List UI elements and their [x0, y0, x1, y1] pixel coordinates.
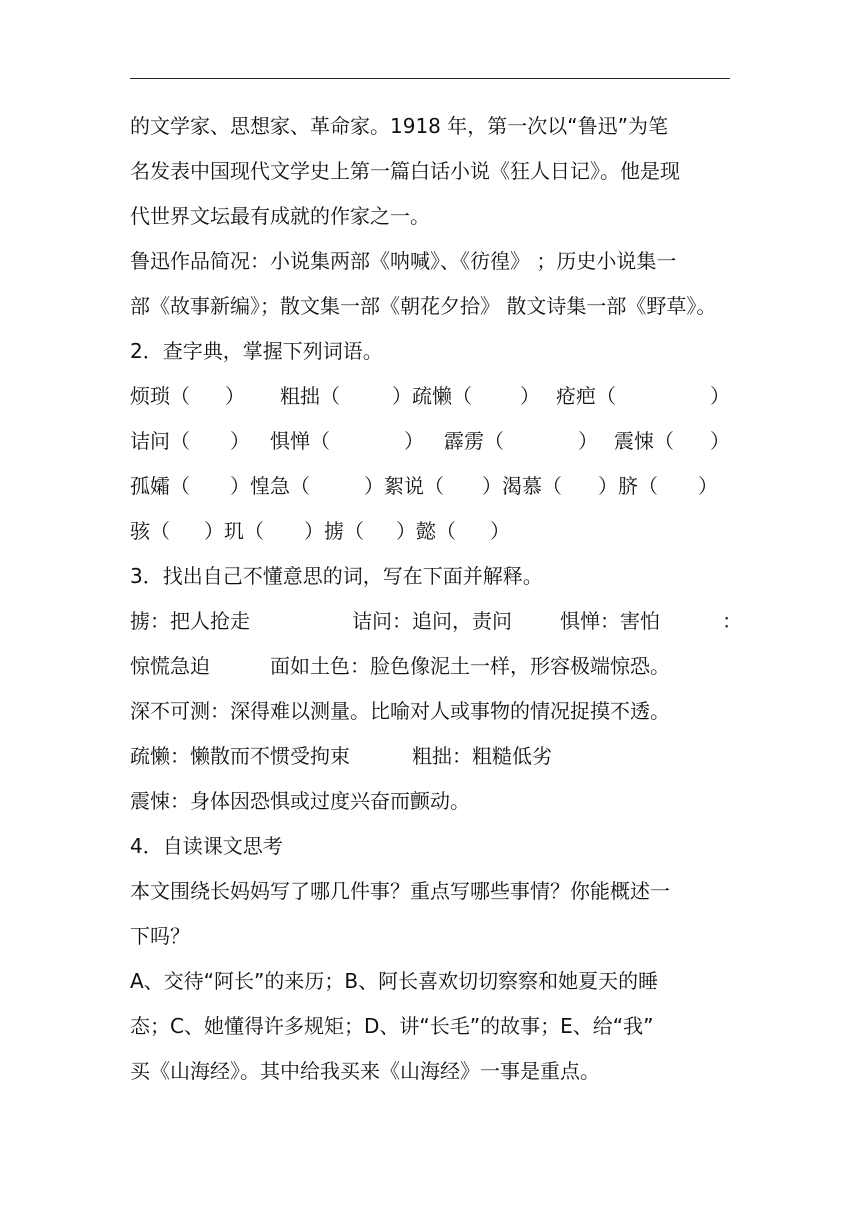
q3-r4-a: 疏懒：懒散而不惯受拘束 [130, 744, 350, 768]
works-line-1: 鲁迅作品简况：小说集两部《呐喊》、《彷徨》 ；历史小说集一 [130, 249, 677, 273]
q2-r2-g: 震悚（ [614, 429, 674, 453]
q4-answer-line-1: A、交待“阿长”的来历；B、阿长喜欢切切察察和她夏天的睡 [130, 969, 659, 993]
q3-r2-a: 惊慌急迫 [130, 654, 210, 678]
q4-question-line-1: 本文围绕长妈妈写了哪几件事？重点写哪些事情？你能概述一 [130, 879, 670, 903]
q3-row-1 [130, 599, 742, 644]
q4-question-line-2: 下吗？ [130, 924, 190, 948]
intro-line-2: 名发表中国现代文学史上第一篇白话小说《狂人日记》。他是现 [130, 159, 680, 183]
q2-r3-a: 孤孀（ [130, 474, 190, 498]
q2-r2-f: ） [578, 429, 598, 453]
q2-r2-b: ） [230, 429, 250, 453]
intro-line-3: 代世界文坛最有成就的作家之一。 [130, 204, 430, 228]
q3-r1-d: ： [722, 609, 742, 633]
q2-r2-e: 霹雳（ [444, 429, 504, 453]
q3-row-4 [130, 734, 730, 779]
q2-r4-b: ）玑（ [204, 519, 264, 543]
q3-r1-c: 惧惮：害怕 [560, 609, 660, 633]
q2-r4-d: ）懿（ [396, 519, 456, 543]
q3-line-5: 震悚：身体因恐惧或过度兴奋而颤动。 [130, 789, 470, 813]
q2-r1-a: 烦琐（ [130, 384, 190, 408]
q2-r3-d: ）渴慕（ [482, 474, 562, 498]
q3-r1-a: 掳：把人抢走 [130, 609, 250, 633]
q2-r3-f: ） [698, 474, 718, 498]
q4-answer-line-2: 态；C、她懂得许多规矩；D、讲“长毛”的故事；E、给“我” [130, 1014, 654, 1038]
q3-line-3: 深不可测：深得难以测量。比喻对人或事物的情况捉摸不透。 [130, 699, 670, 723]
q2-heading: 2．查字典，掌握下列词语。 [130, 339, 383, 363]
q2-r3-c: ）絮说（ [364, 474, 444, 498]
q3-r4-b: 粗拙：粗糙低劣 [412, 744, 552, 768]
q2-r1-d: ）疏懒（ [392, 384, 472, 408]
header-rule [130, 78, 730, 79]
q2-r4-c: ）掳（ [304, 519, 364, 543]
document-body [130, 104, 742, 1094]
q2-r2-d: ） [404, 429, 424, 453]
q3-row-2 [130, 644, 730, 689]
q2-r4-a: 骇（ [130, 519, 170, 543]
q3-r1-b: 诘问：追问，责问 [352, 609, 512, 633]
q2-row-1 [130, 374, 730, 419]
q2-row-3 [130, 464, 730, 509]
q2-r1-b: ） [225, 384, 245, 408]
q2-r3-b: ）惶急（ [230, 474, 310, 498]
q2-r4-e: ） [490, 519, 510, 543]
q2-r1-e: ） [520, 384, 540, 408]
q3-r2-b: 面如土色：脸色像泥土一样，形容极端惊恐。 [270, 654, 670, 678]
q2-r3-e: ）脐（ [598, 474, 658, 498]
q2-r1-g: ） [710, 384, 730, 408]
q2-r2-h: ） [710, 429, 730, 453]
q2-r1-c: 粗拙（ [280, 384, 340, 408]
q2-row-2 [130, 419, 730, 464]
q2-r2-a: 诘问（ [130, 429, 190, 453]
works-line-2: 部《故事新编》；散文集一部《朝花夕拾》 散文诗集一部《野草》。 [130, 294, 717, 318]
q2-r1-f: 疮疤（ [556, 384, 616, 408]
q3-heading: 3．找出自己不懂意思的词，写在下面并解释。 [130, 564, 543, 588]
q2-r2-c: 惧惮（ [270, 429, 330, 453]
q2-row-4 [130, 509, 730, 554]
q4-heading: 4．自读课文思考 [130, 834, 283, 858]
intro-line-1: 的文学家、思想家、革命家。1918 年，第一次以“鲁迅”为笔 [130, 114, 668, 138]
q4-answer-line-3: 买《山海经》。其中给我买来《山海经》一事是重点。 [130, 1059, 600, 1083]
